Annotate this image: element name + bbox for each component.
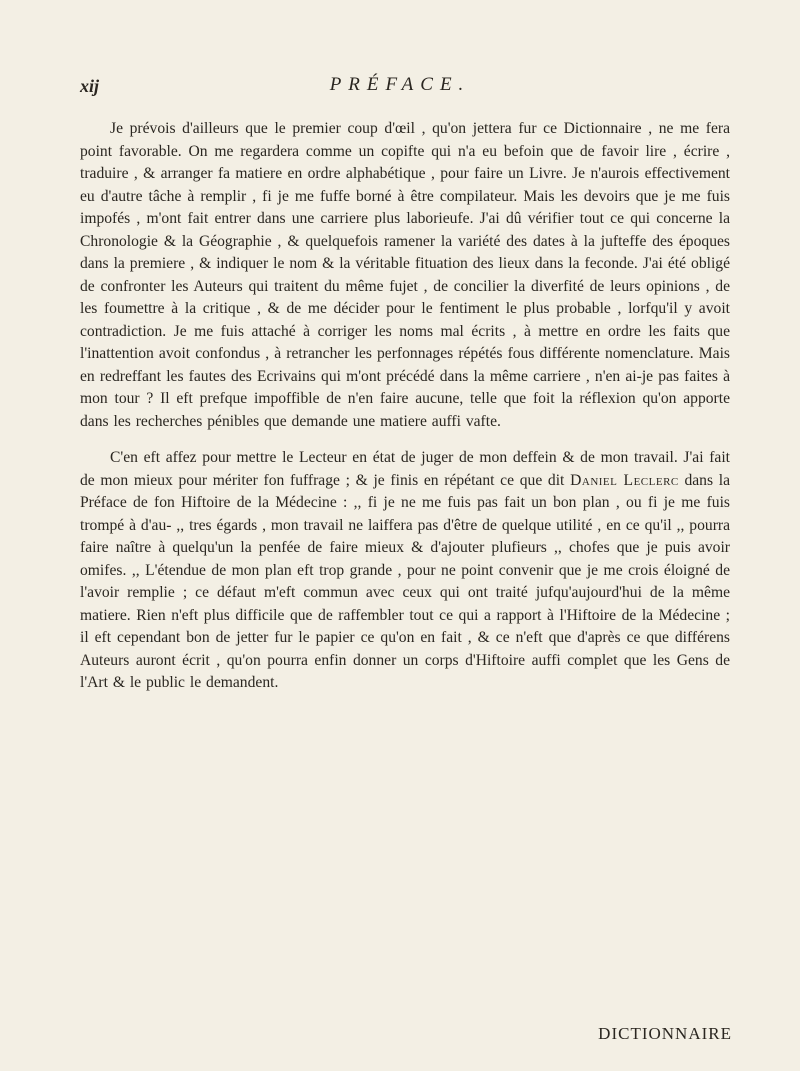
- page-header: [0, 74, 800, 104]
- paragraph-2-quotation: dans la Préface de fon Hiftoire de la Médecine : ,, fi je ne me fuis pas fait un bon plan , ou fi je me fuis trompé à d'au- ,, tres égards , mon travail ne laiffera pas d'être de quelque utilité , en ce qu'il ,, pourra faire naître à quelqu'un la penfée de faire mieux & d'ajouter plufieurs ,, chofes que je puis avoir omifes. ,, L'étendue de mon plan eft trop grande , pour ne point convenir que je me crois éloigné de l'avoir remplie ; ce défaut m'eft commun avec ceux qui ont traité jufqu'aujourd'hui de la même matiere. Rien n'eft plus difficile que de raffembler tout ce qui a rapport à l'Hiftoire de la Médecine ; il eft cependant bon de jetter fur le papier ce qu'on en fait , & ce n'eft que d'après ce que différens Auteurs auront écrit , qu'on pourra enfin donner un corps d'Hiftoire auffi complet que les Gens de l'Art & le public le demandent.: [80, 471, 731, 691]
- body-text: [80, 118, 730, 695]
- paragraph-1: Je prévois d'ailleurs que le premier coup d'œil , qu'on jettera fur ce Dictionnaire , ne me fera point favorable. On me regardera comme un copifte qui n'a eu befoin que de favoir lire , écrire , traduire , & arranger fa matiere en ordre alphabétique , pour faire un Livre. Je n'aurois effectivement eu d'autre tâche à remplir , fi je me fuffe borné à être compilateur. Mais les devoirs que je me fuis impofés , m'ont fait entrer dans une carriere plus laborieufe. J'ai dû vérifier tout ce qui concerne la Chronologie & la Géographie , & quelquefois ramener la variété des dates à la jufteffe des époques dans la premiere , & indiquer le nom & la véritable fituation des lieux dans la feconde. J'ai été obligé de confronter les Auteurs qui traitent du même fujet , de concilier la diverfité de leurs opinions , de les foumettre à la critique , & de me décider pour le fentiment le plus probable , lorfqu'il y avoit contradiction. Je me fuis attaché à corriger les noms mal écrits , à mettre en ordre les faits que l'inattention avoit confondus , à retrancher les perfonnages répétés fous différente nomenclature. Mais en redreffant les fautes des Ecrivains qui m'ont précédé dans la même carriere , n'en ai-je pas faites à mon tour ? Il eft prefque impoffible de n'en faire aucune, telle que foit la réflexion qu'on apporte dans les recherches pénibles que demande une matiere auffi vafte.: [80, 120, 730, 430]
- page-number: xij: [80, 76, 100, 96]
- paragraph-2: [80, 447, 730, 695]
- author-name: Daniel Leclerc: [570, 471, 679, 489]
- paragraph-2-opening: C'en eft affez pour mettre le Lecteur en état de juger de mon deffein & de mon travail. J'ai fait de mon mieux pour mériter fon fuffrage ; & je finis en répétant ce que dit: [80, 449, 730, 489]
- running-title: PRÉFACE.: [329, 74, 471, 95]
- catchword: DICTIONNAIRE: [598, 1024, 732, 1043]
